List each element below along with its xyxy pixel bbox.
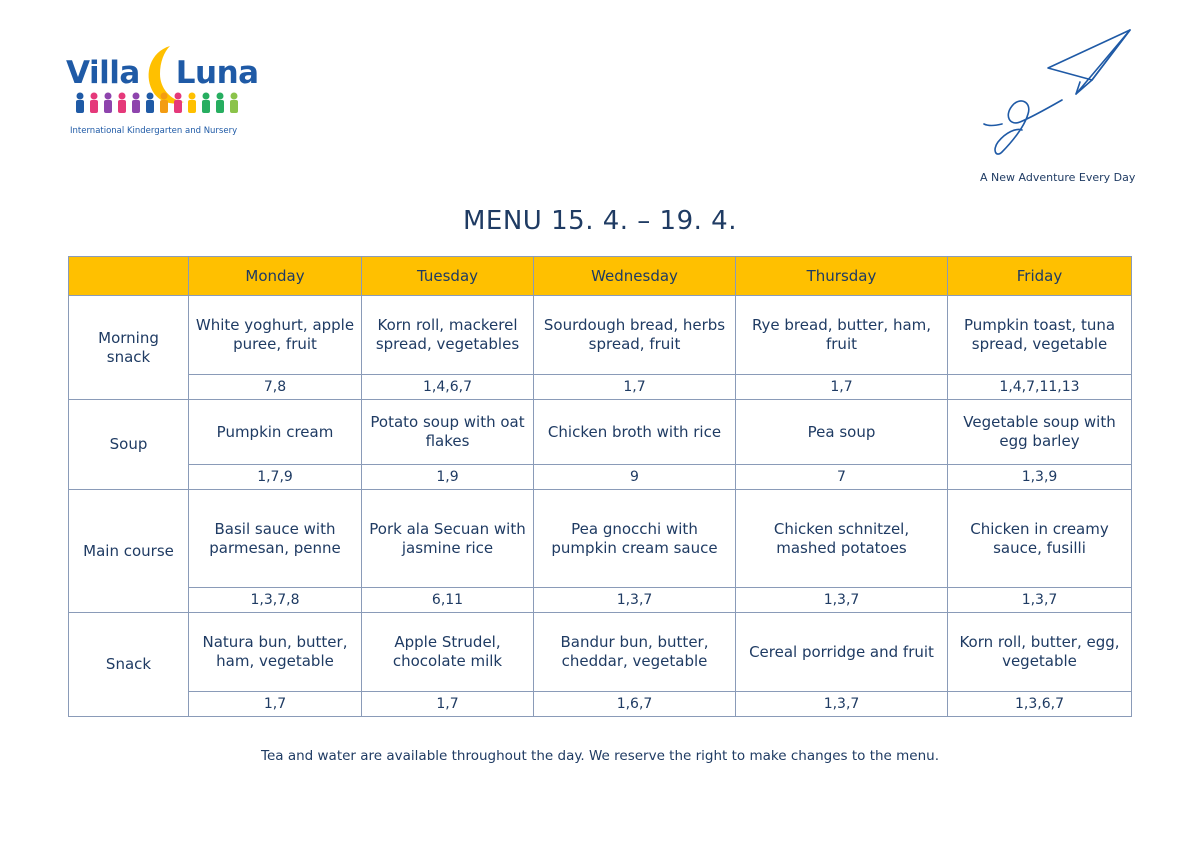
allergen-cell: 1,6,7 — [534, 692, 736, 717]
allergen-cell: 1,7 — [362, 692, 534, 717]
allergen-cell: 1,7 — [534, 375, 736, 400]
allergen-cell: 1,3,7 — [948, 588, 1132, 613]
dish-cell: Rye bread, butter, ham, fruit — [736, 296, 948, 375]
dish-cell: Chicken in creamy sauce, fusilli — [948, 490, 1132, 588]
dish-cell: Pumpkin cream — [189, 400, 362, 465]
corner-cell — [69, 257, 189, 296]
day-header: Thursday — [736, 257, 948, 296]
allergen-cell: 1,7,9 — [189, 465, 362, 490]
allergen-cell: 9 — [534, 465, 736, 490]
dish-cell: Korn roll, butter, egg, vegetable — [948, 613, 1132, 692]
allergen-cell: 1,7 — [189, 692, 362, 717]
allergen-cell: 6,11 — [362, 588, 534, 613]
children-figures-icon — [72, 92, 240, 114]
allergen-cell: 1,3,7 — [736, 692, 948, 717]
allergen-cell: 7 — [736, 465, 948, 490]
meal-label: Main course — [69, 490, 189, 613]
dish-cell: White yoghurt, apple puree, fruit — [189, 296, 362, 375]
day-header: Friday — [948, 257, 1132, 296]
logo-tagline: International Kindergarten and Nursery — [70, 126, 238, 136]
dish-cell: Pea gnocchi with pumpkin cream sauce — [534, 490, 736, 588]
dish-cell: Natura bun, butter, ham, vegetable — [189, 613, 362, 692]
table-header-row — [69, 257, 1132, 296]
allergen-cell: 1,3,6,7 — [948, 692, 1132, 717]
allergen-cell: 1,3,7 — [534, 588, 736, 613]
logo-name-part2: Luna — [175, 55, 259, 91]
meal-label: Snack — [69, 613, 189, 717]
logo-name-part1: Villa — [66, 55, 140, 91]
dish-cell: Apple Strudel, chocolate milk — [362, 613, 534, 692]
dish-cell: Pea soup — [736, 400, 948, 465]
allergen-cell: 7,8 — [189, 375, 362, 400]
allergen-row — [69, 465, 1132, 490]
day-header: Tuesday — [362, 257, 534, 296]
allergen-cell: 1,4,6,7 — [362, 375, 534, 400]
allergen-cell: 1,3,7,8 — [189, 588, 362, 613]
slogan: A New Adventure Every Day — [980, 171, 1136, 184]
dish-cell: Sourdough bread, herbs spread, fruit — [534, 296, 736, 375]
dish-cell: Korn roll, mackerel spread, vegetables — [362, 296, 534, 375]
allergen-row — [69, 375, 1132, 400]
allergen-cell: 1,4,7,11,13 — [948, 375, 1132, 400]
dish-cell: Basil sauce with parmesan, penne — [189, 490, 362, 588]
table-row — [69, 490, 1132, 588]
dish-cell: Cereal porridge and fruit — [736, 613, 948, 692]
meal-label: Morning snack — [69, 296, 189, 400]
paper-plane-icon — [980, 28, 1140, 158]
day-header: Monday — [189, 257, 362, 296]
table-row — [69, 613, 1132, 692]
table-row — [69, 296, 1132, 375]
allergen-row — [69, 588, 1132, 613]
table-row — [69, 400, 1132, 465]
dish-cell: Chicken schnitzel, mashed potatoes — [736, 490, 948, 588]
dish-cell: Chicken broth with rice — [534, 400, 736, 465]
dish-cell: Potato soup with oat flakes — [362, 400, 534, 465]
villa-luna-logo — [66, 44, 259, 139]
footer-note: Tea and water are available throughout the day. We reserve the right to make changes to the menu. — [261, 748, 939, 764]
allergen-row — [69, 692, 1132, 717]
dish-cell: Pork ala Secuan with jasmine rice — [362, 490, 534, 588]
weekly-menu-table — [68, 256, 1132, 717]
allergen-cell: 1,3,9 — [948, 465, 1132, 490]
menu-title: MENU 15. 4. – 19. 4. — [463, 206, 737, 236]
day-header: Wednesday — [534, 257, 736, 296]
allergen-cell: 1,3,7 — [736, 588, 948, 613]
dish-cell: Pumpkin toast, tuna spread, vegetable — [948, 296, 1132, 375]
allergen-cell: 1,7 — [736, 375, 948, 400]
dish-cell: Vegetable soup with egg barley — [948, 400, 1132, 465]
meal-label: Soup — [69, 400, 189, 490]
dish-cell: Bandur bun, butter, cheddar, vegetable — [534, 613, 736, 692]
allergen-cell: 1,9 — [362, 465, 534, 490]
